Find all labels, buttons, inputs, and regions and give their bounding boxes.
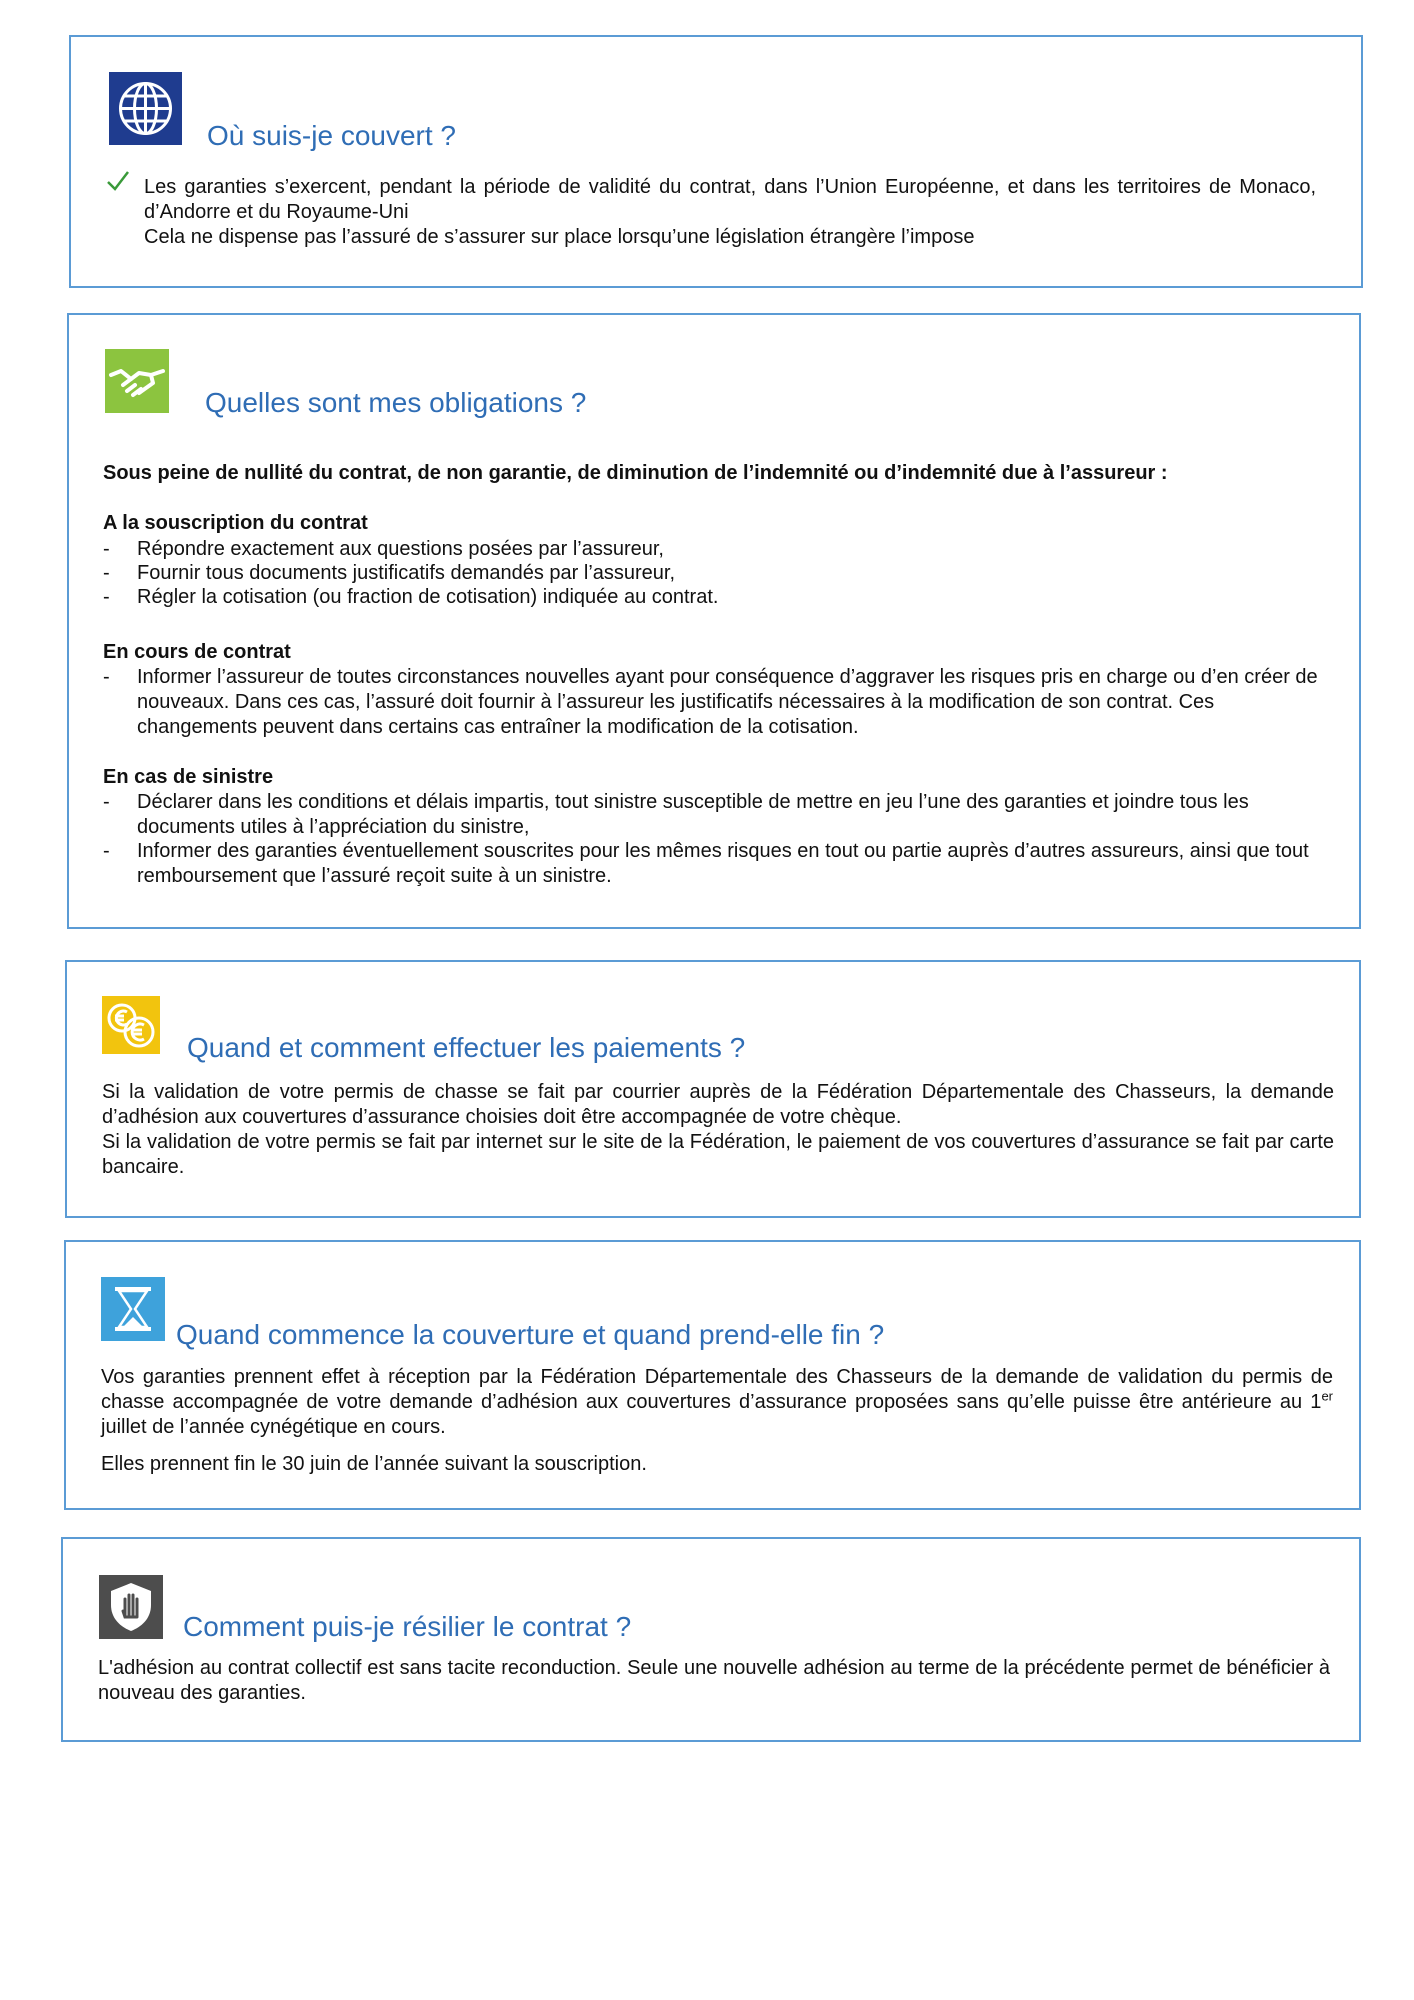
euro-coins-icon	[102, 996, 160, 1054]
hourglass-icon	[101, 1277, 165, 1341]
coverage-zone-section	[69, 35, 1363, 288]
coverage-period-section	[64, 1240, 1361, 1510]
termination-section	[61, 1537, 1361, 1742]
checkmark-icon	[106, 170, 130, 192]
shield-hand-icon	[99, 1575, 163, 1639]
group-heading-during-contract: En cours de contrat	[103, 641, 291, 663]
dash-bullet: -	[103, 562, 110, 584]
coverage-end-text: Elles prennent fin le 30 juin de l’année suivant la souscription.	[101, 1453, 647, 1475]
section-title: Quelles sont mes obligations ?	[205, 387, 587, 418]
dash-bullet: -	[103, 538, 110, 560]
payment-text-mail: Si la validation de votre permis de chasse se fait par courrier auprès de la Fédération Départementale des Chasseurs, la demande d’adhésion aux couvertures d’assurance choisies doit être accompagnée de votre chèque.	[102, 1081, 1334, 1128]
obligations-section	[67, 313, 1361, 929]
termination-text: L'adhésion au contrat collectif est sans tacite reconduction. Seule une nouvelle adhésion au terme de la précédente permet de bénéficier à nouveau des garanties.	[98, 1657, 1330, 1704]
list-item: - Informer l’assureur de toutes circonstances nouvelles ayant pour conséquence d’aggraver les risques pris en charge ou d’en créer de nouveaux. Dans ces cas, l’assuré doit fournir à l’assureur les justificatifs nécessaires à la modification de son contrat. Ces changements peuvent dans certains cas entraîner la modification de la cotisation.	[103, 666, 1318, 738]
dash-bullet: -	[103, 666, 110, 688]
group-heading-claim: En cas de sinistre	[103, 766, 274, 788]
list-item: - Fournir tous documents justificatifs demandés par l’assureur,	[103, 562, 676, 584]
obligations-intro: Sous peine de nullité du contrat, de non garantie, de diminution de l’indemnité ou d’indemnité due à l’assureur :	[103, 462, 1168, 484]
globe-icon	[109, 72, 182, 145]
coverage-text: Les garanties s’exercent, pendant la période de validité du contrat, dans l’Union Européenne, et dans les territoires de Monaco, d’Andorre et du Royaume-Uni	[144, 176, 1316, 223]
section-title: Quand commence la couverture et quand prend-elle fin ?	[176, 1319, 885, 1350]
dash-bullet: -	[103, 586, 110, 608]
section-title: Comment puis-je résilier le contrat ?	[183, 1611, 632, 1642]
section-title: Quand et comment effectuer les paiements ?	[187, 1032, 746, 1063]
coverage-note: Cela ne dispense pas l’assuré de s’assurer sur place lorsqu’une législation étrangère l’impose	[144, 226, 975, 248]
dash-bullet: -	[103, 791, 110, 813]
payment-text-internet: Si la validation de votre permis se fait par internet sur le site de la Fédération, le paiement de vos couvertures d’assurance se fait par carte bancaire.	[102, 1131, 1334, 1178]
list-item: - Informer des garanties éventuellement souscrites pour les mêmes risques en tout ou partie auprès d’autres assureurs, ainsi que tout remboursement que l’assuré reçoit suite à un sinistre.	[103, 840, 1309, 887]
list-item: - Déclarer dans les conditions et délais impartis, tout sinistre susceptible de mettre en jeu l’une des garanties et joindre tous les documents utiles à l’appréciation du sinistre,	[103, 791, 1249, 838]
group-heading-subscription: A la souscription du contrat	[103, 512, 368, 534]
payments-section	[65, 960, 1361, 1218]
list-item: - Régler la cotisation (ou fraction de cotisation) indiquée au contrat.	[103, 586, 719, 608]
section-title: Où suis-je couvert ?	[207, 120, 456, 151]
list-item: - Répondre exactement aux questions posées par l’assureur,	[103, 538, 664, 560]
coverage-start-text: Vos garanties prennent effet à réception par la Fédération Départementale des Chasseurs de la demande de validation du permis de chasse accompagnée de votre demande d’adhésion aux couvertures d’assurance proposées sans qu’elle puisse être antérieure au 1er juillet de l’année cynégétique en cours.	[101, 1366, 1333, 1438]
dash-bullet: -	[103, 840, 110, 862]
handshake-icon	[105, 349, 169, 413]
